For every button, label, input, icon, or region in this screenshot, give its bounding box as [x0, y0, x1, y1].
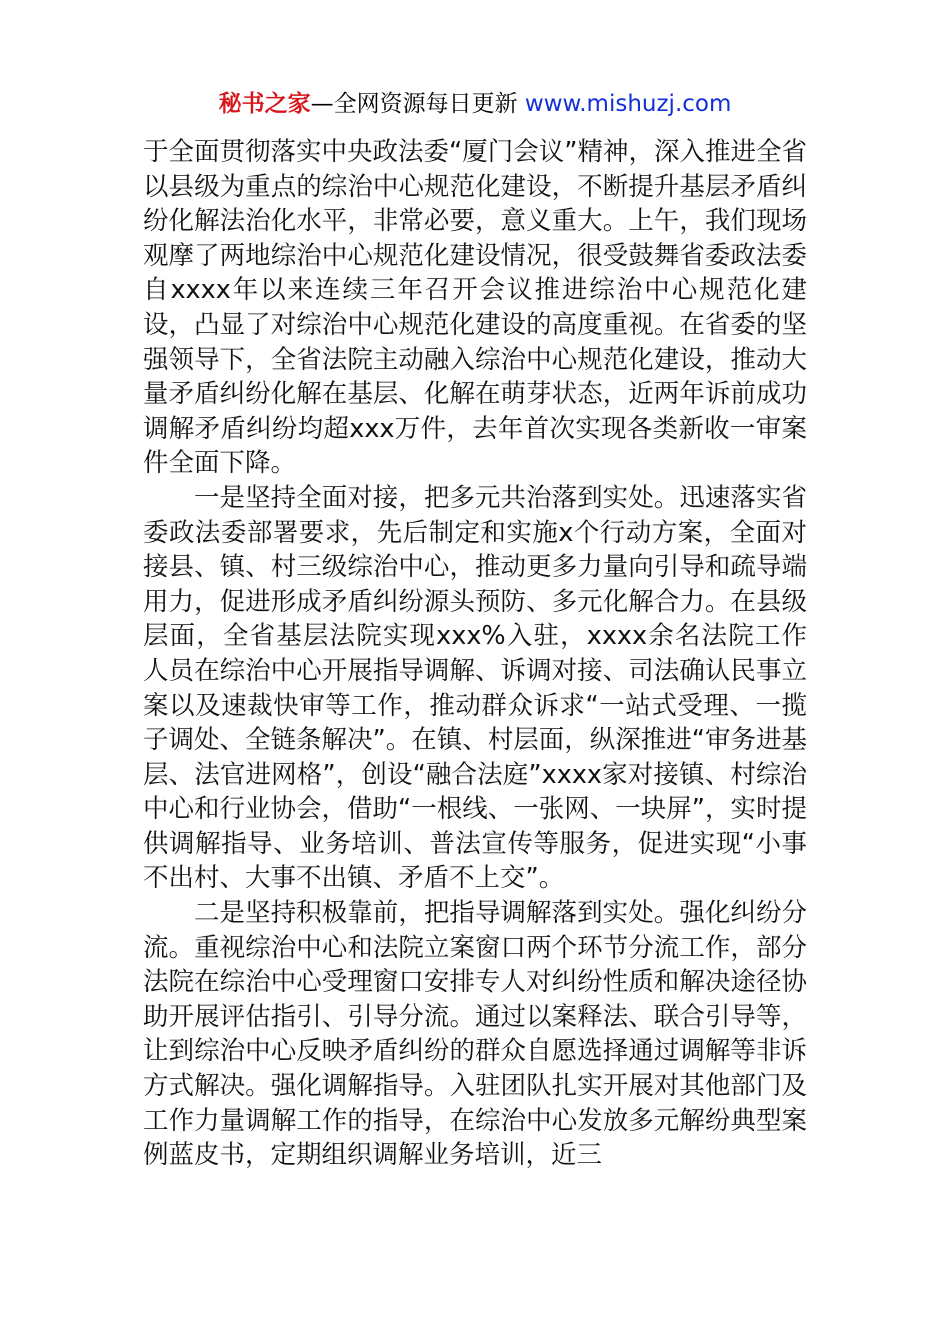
paragraph-intro: 于全面贯彻落实中央政法委“厦门会议”精神，深入推进全省以县级为重点的综治中心规范化建设，不断提升基层矛盾纠纷化解法治化水平，非常必要，意义重大。上午，我们现场观摩了两地综治中心规范化建设情况，很受鼓舞省委政法委自xxxx年以来连续三年召开会议推进综治中心规范化建设，凸显了对综治中心规范化建设的高度重视。在省委的坚强领导下，全省法院主动融入综治中心规范化建设，推动大量矛盾纠纷化解在基层、化解在萌芽状态，近两年诉前成功调解矛盾纠纷均超xxx万件，去年首次实现各类新收一审案件全面下降。	[143, 137, 807, 479]
website-link[interactable]: www.mishuzj.com	[524, 91, 732, 117]
header-slogan: —全网资源每日更新	[310, 91, 525, 117]
paragraph-point-one: 一是坚持全面对接，把多元共治落到实处。迅速落实省委政法委部署要求，先后制定和实施x个行动方案，全面对接县、镇、村三级综治中心，推动更多力量向引导和疏导端用力，促进形成矛盾纠纷源头预防、多元化解合力。在县级层面，全省基层法院实现xxx%入驻，xxxx余名法院工作人员在综治中心开展指导调解、诉调对接、司法确认民事立案以及速裁快审等工作，推动群众诉求“一站式受理、一揽子调处、全链条解决”。在镇、村层面，纵深推进“审务进基层、法官进网格”，创设“融合法庭”xxxx家对接镇、村综治中心和行业协会，借助“一根线、一张网、一块屏”，实时提供调解指导、业务培训、普法宣传等服务，促进实现“小事不出村、大事不出镇、矛盾不上交”。	[143, 482, 807, 894]
page-header	[0, 88, 950, 120]
document-body	[143, 135, 807, 1173]
brand-name: 秘书之家	[218, 91, 311, 117]
paragraph-point-two: 二是坚持积极靠前，把指导调解落到实处。强化纠纷分流。重视综治中心和法院立案窗口两个环节分流工作，部分法院在综治中心受理窗口安排专人对纠纷性质和解决途径协助开展评估指引、引导分流。通过以案释法、联合引导等，让到综治中心反映矛盾纠纷的群众自愿选择通过调解等非诉方式解决。强化调解指导。入驻团队扎实开展对其他部门及工作力量调解工作的指导，在综治中心发放多元解纷典型案例蓝皮书，定期组织调解业务培训，近三	[143, 898, 807, 1171]
